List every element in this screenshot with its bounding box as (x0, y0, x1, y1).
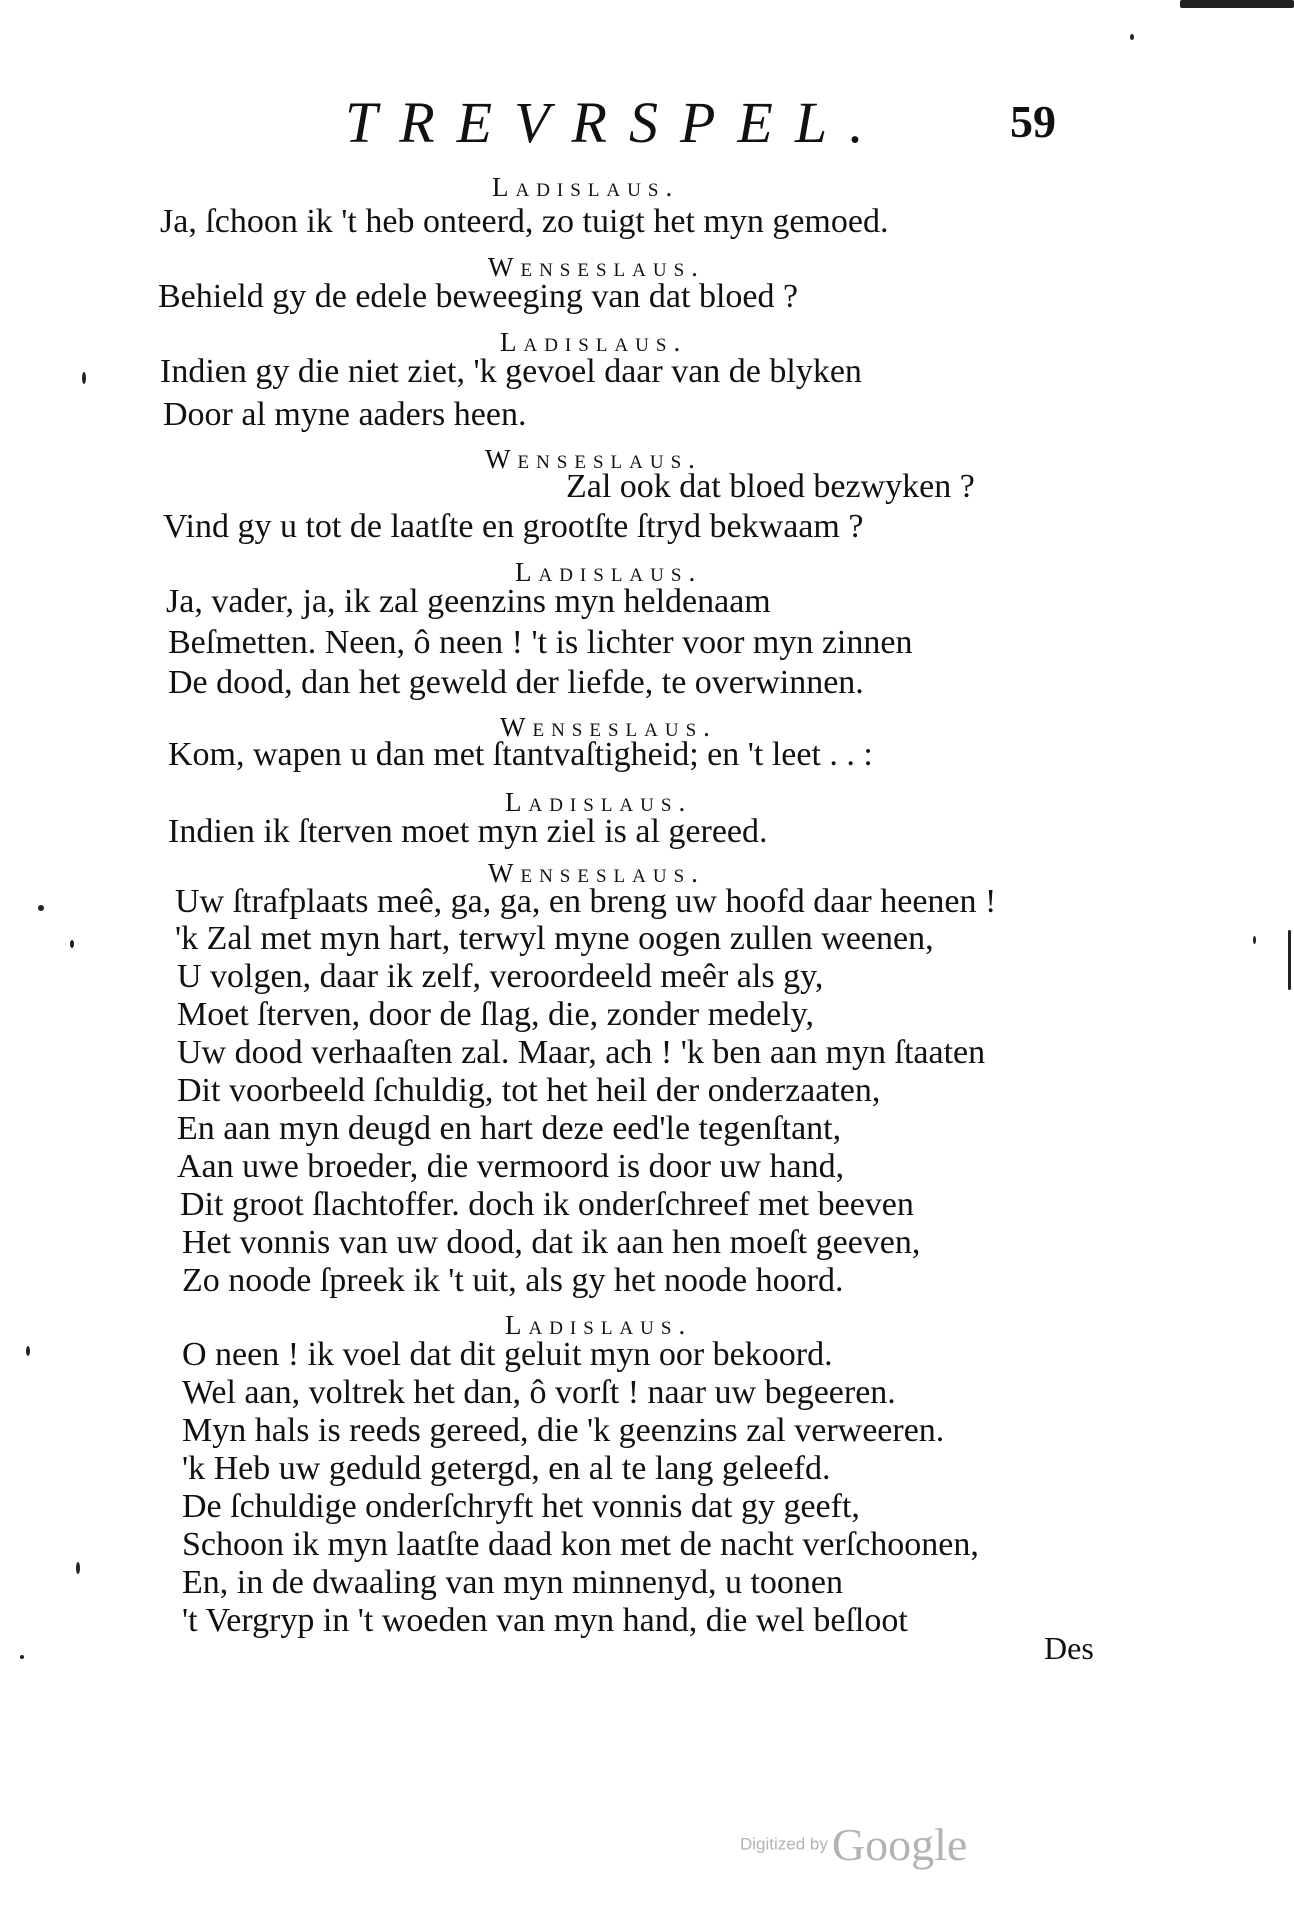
verse-line: O neen ! ik voel dat dit geluit myn oor bekoord. (182, 1336, 833, 1373)
verse-line: Indien ik ſterven moet myn ziel is al gereed. (168, 813, 768, 850)
verse-line: Behield gy de edele beweeging van dat bloed ? (158, 278, 799, 315)
ink-speck (20, 1655, 24, 1659)
ink-speck (1180, 0, 1294, 8)
digitized-by-label: Digitized by (740, 1834, 828, 1854)
ink-speck (1253, 936, 1256, 944)
verse-line: Zal ook dat bloed bezwyken ? (566, 468, 975, 505)
verse-line: Uw dood verhaaſten zal. Maar, ach ! 'k ben aan myn ſtaaten (177, 1034, 986, 1071)
ink-speck (76, 1562, 80, 1574)
verse-line: Wel aan, voltrek het dan, ô vorſt ! naar uw begeeren. (182, 1374, 896, 1411)
verse-line: Aan uwe broeder, die vermoord is door uw hand, (177, 1148, 845, 1185)
speaker-heading: Ladislaus. (492, 172, 680, 202)
running-title: TREVRSPEL. (345, 90, 886, 155)
verse-line: Ja, vader, ja, ik zal geenzins myn heldenaam (166, 583, 771, 620)
verse-line: 'k Zal met myn hart, terwyl myne oogen zullen weenen, (175, 920, 934, 957)
verse-line: Moet ſterven, door de ſlag, die, zonder medely, (177, 996, 814, 1033)
verse-line: De ſchuldige onderſchryft het vonnis dat gy geeft, (182, 1488, 860, 1525)
verse-line: Ja, ſchoon ik 't heb onteerd, zo tuigt het myn gemoed. (160, 203, 889, 240)
verse-line: 't Vergryp in 't woeden van myn hand, die wel beſloot (182, 1602, 908, 1639)
speaker-heading: Wenseslaus. (500, 712, 717, 742)
verse-line: Vind gy u tot de laatſte en grootſte ſtryd bekwaam ? (163, 508, 864, 545)
verse-line: De dood, dan het geweld der liefde, te overwinnen. (168, 664, 864, 701)
speaker-heading: Ladislaus. (505, 787, 693, 817)
verse-line: Uw ſtrafplaats meê, ga, ga, en breng uw hoofd daar heenen ! (175, 883, 997, 920)
ink-speck (70, 940, 74, 948)
verse-line: Myn hals is reeds gereed, die 'k geenzins zal verweeren. (182, 1412, 945, 1449)
verse-line: Kom, wapen u dan met ſtantvaſtigheid; en 't leet . . : (168, 736, 873, 773)
verse-line: Beſmetten. Neen, ô neen ! 't is lichter voor myn zinnen (168, 624, 913, 661)
digitized-watermark (740, 1818, 967, 1871)
verse-line: Het vonnis van uw dood, dat ik aan hen moeſt geeven, (182, 1224, 921, 1261)
ink-speck (26, 1346, 30, 1356)
verse-line: Indien gy die niet ziet, 'k gevoel daar van de blyken (160, 353, 862, 390)
verse-line: U volgen, daar ik zelf, veroordeeld meêr als gy, (177, 958, 824, 995)
ink-speck (1130, 34, 1134, 40)
verse-line: 'k Heb uw geduld getergd, en al te lang geleefd. (182, 1450, 831, 1487)
ink-speck (82, 372, 86, 384)
verse-line: Dit groot ſlachtoffer. doch ik onderſchreef met beeven (180, 1186, 914, 1223)
verse-line: Dit voorbeeld ſchuldig, tot het heil der onderzaaten, (177, 1072, 881, 1109)
speaker-heading: Ladislaus. (515, 557, 703, 587)
speaker-heading: Wenseslaus. (485, 444, 702, 474)
verse-line: Schoon ik myn laatſte daad kon met de nacht verſchoonen, (182, 1526, 979, 1563)
catchword: Des (1044, 1630, 1094, 1666)
verse-line: Door al myne aaders heen. (163, 396, 527, 433)
ink-speck (38, 905, 44, 911)
speaker-heading: Wenseslaus. (488, 252, 705, 282)
page-header (0, 88, 1294, 158)
verse-line: En, in de dwaaling van myn minnenyd, u toonen (182, 1564, 843, 1601)
speaker-heading: Ladislaus. (500, 327, 688, 357)
page-number: 59 (1010, 96, 1056, 147)
ink-speck (1288, 930, 1291, 990)
google-logo-text: Google (831, 1819, 968, 1870)
speaker-heading: Ladislaus. (505, 1310, 693, 1340)
speaker-heading: Wenseslaus. (488, 858, 705, 888)
verse-line: En aan myn deugd en hart deze eed'le tegenſtant, (177, 1110, 842, 1147)
verse-line: Zo noode ſpreek ik 't uit, als gy het noode hoord. (182, 1262, 844, 1299)
